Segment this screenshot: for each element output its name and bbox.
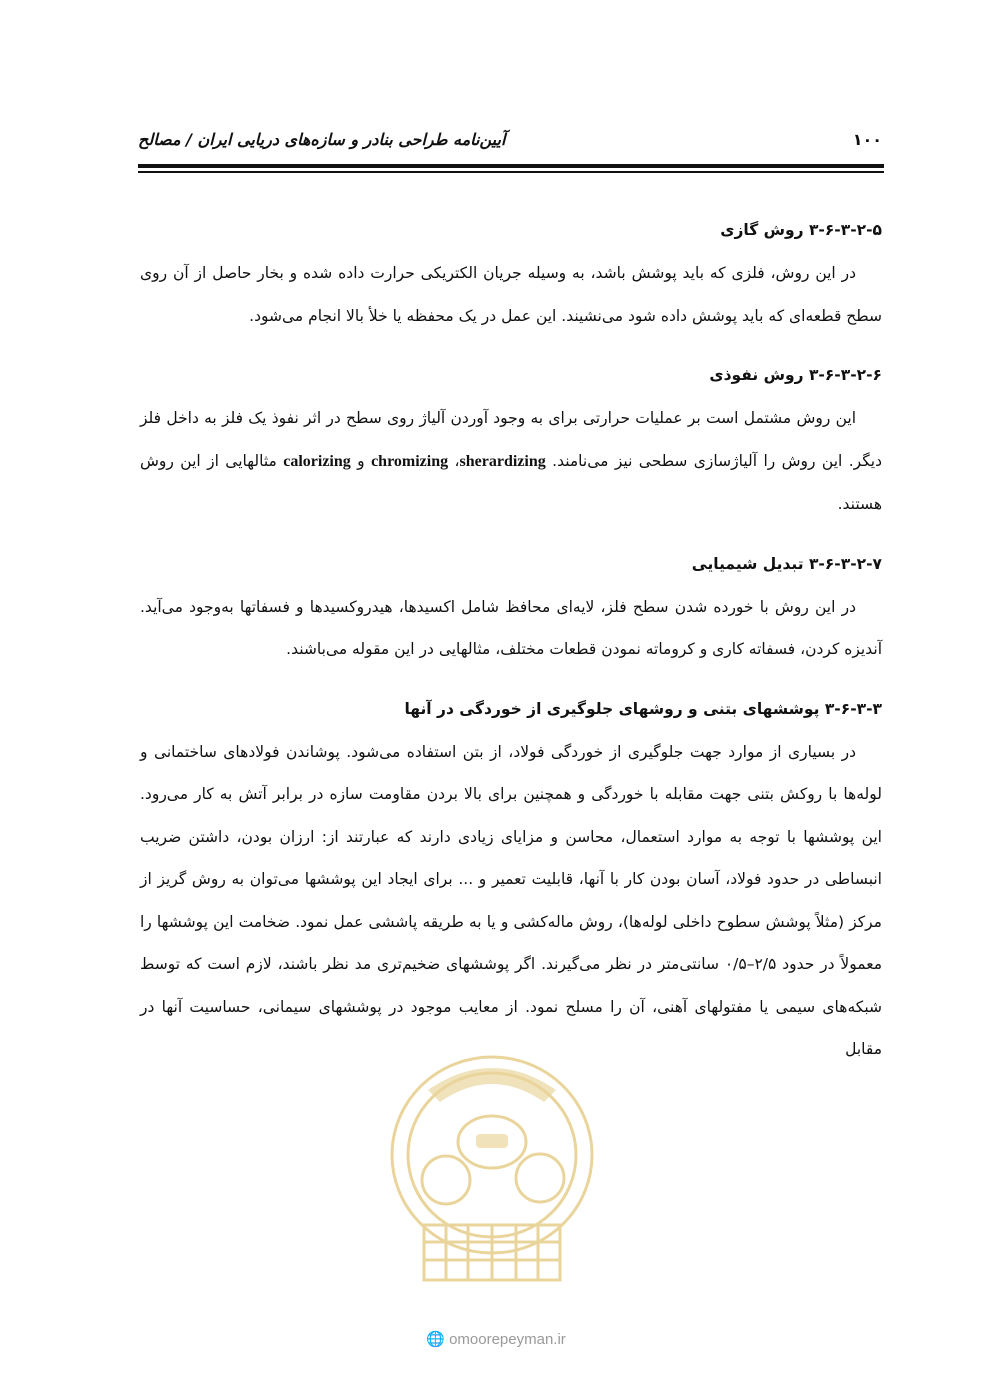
term-sherardizing: sherardizing <box>459 452 546 470</box>
page-header <box>118 124 882 168</box>
term-chromizing: chromizing <box>371 452 449 470</box>
seal-logo-icon <box>384 1050 600 1310</box>
page-number: ۱۰۰ <box>852 130 882 149</box>
term-calorizing: calorizing <box>283 452 351 470</box>
section-heading-diffusion-method: ۳-۶-۳-۲-۶ روش نفوذی <box>709 366 882 384</box>
paragraph-text: مثالهایی از این روش هستند. <box>140 451 882 513</box>
term-separator: و <box>350 451 372 470</box>
header-rule-thick <box>138 164 884 168</box>
paragraph-text: این روش مشتمل است بر عملیات حرارتی برای به وجود آوردن آلیاژ روی سطح در اثر نفوذ یک فلز به داخل فلز دیگر. این روش را آلیاژسازی سطحی نیز می‌نامند. <box>140 409 882 470</box>
footer-website <box>0 1330 992 1348</box>
section-heading-concrete-coatings: ۳-۶-۳-۳ پوششهای بتنی و روشهای جلوگیری از خوردگی در آنها <box>404 699 882 718</box>
running-title: آیین‌نامه طراحی بنادر و سازه‌های دریایی ایران / مصالح <box>138 130 506 149</box>
paragraph-diffusion-method <box>140 397 882 526</box>
section-heading-gas-method: ۳-۶-۳-۲-۵ روش گازی <box>720 221 882 239</box>
section-heading-chemical-conversion: ۳-۶-۳-۲-۷ تبدیل شیمیایی <box>691 554 882 573</box>
website-url: omoorepeyman.ir <box>449 1331 566 1348</box>
page-body <box>140 208 882 1071</box>
term-separator: ، <box>454 451 460 470</box>
paragraph-chemical-conversion: در این روش با خورده شدن سطح فلز، لایه‌ای محافظ شامل اکسیدها، هیدروکسیدها و فسفاتها به‌وجود می‌آید. آندیزه کردن، فسفاته کاری و کروماته نمودن قطعات مختلف، مثالهایی در این مقوله می‌باشند. <box>140 597 882 658</box>
paragraph-concrete-coatings: در بسیاری از موارد جهت جلوگیری از خوردگی فولاد، از بتن استفاده می‌شود. پوشاندن فولادهای ساختمانی و لوله‌ها با روکش بتنی جهت مقابله با خوردگی و همچنین برای بالا بردن مقاومت سازه در برابر آتش به کار می‌رود. این پوششها با توجه به موارد استعمال، محاسن و مزایای زیادی دارند که عبارتند از: ارزان بودن، داشتن ضریب انبساطی در حدود فولاد، آسان بودن کار با آنها، قابلیت تعمیر و ... برای ایجاد این پوششها می‌توان به روش گریز از مرکز (مثلاً پوشش سطوح داخلی لوله‌ها)، روش ماله‌کشی و یا به طریقه پاششی عمل نمود. ضخامت این پوششها را معمولاً در حدود ۲/۵–۰/۵ سانتی‌متر در نظر می‌گیرند. اگر پوششهای ضخیم‌تری مد نظر باشند، لازم است که توسط شبکه‌های سیمی یا مفتولهای آهنی، آن را مسلح نمود. از معایب موجود در پوششهای سیمانی، حساسیت آنها در مقابل <box>140 742 882 1058</box>
paragraph-gas-method: در این روش، فلزی که باید پوشش باشد، به وسیله جریان الکتریکی حرارت داده شده و بخار حاصل از آن روی سطح قطعه‌ای که باید پوشش داده شود می‌نشیند. این عمل در یک محفظه یا خلأ بالا انجام می‌شود. <box>140 264 882 325</box>
header-rule-thin <box>138 171 884 173</box>
globe-icon: 🌐 <box>426 1331 445 1348</box>
